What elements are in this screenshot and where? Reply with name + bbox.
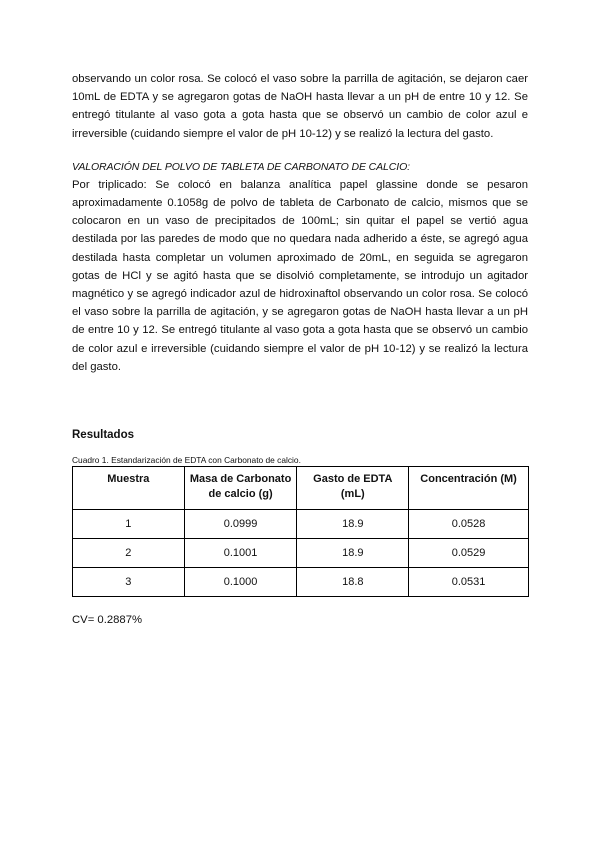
cell-concentracion: 0.0529	[409, 539, 529, 568]
cell-masa: 0.0999	[184, 510, 297, 539]
cell-concentracion: 0.0528	[409, 510, 529, 539]
cell-concentracion: 0.0531	[409, 568, 529, 597]
table-caption: Cuadro 1. Estandarización de EDTA con Carbonato de calcio.	[72, 455, 301, 466]
table-row	[73, 568, 529, 597]
cell-muestra: 2	[73, 539, 185, 568]
cell-gasto: 18.9	[297, 510, 409, 539]
document-page	[72, 70, 528, 629]
header-concentracion: Concentración (M)	[409, 467, 529, 510]
paragraph-tablet-procedure: Por triplicado: Se colocó en balanza analítica papel glassine donde se pesaron aproximadamente 0.1058g de polvo de tableta de Carbonato de calcio, mismos que se colocaron en un vaso de precipitados de 100mL; sin quitar el papel se vertió agua destilada por las paredes de modo que no quedara nada adherido a éste, se agregó agua destilada hasta completar un volumen aproximado de 20mL, en seguida se agregaron gotas de HCl y se agitó hasta que se disolvió completamente, se introdujo un agitador magnético y se agregó indicador azul de hidroxinaftol observando un color rosa. Se colocó el vaso sobre la parrilla de agitación, y se agregaron gotas de NaOH hasta llevar a un pH de entre 10 y 12. Se entregó titulante al vaso gota a gota hasta que se observó un cambio de color azul e irreversible (cuidando siempre el valor de pH 10-12) y se realizó la lectura del gasto.	[72, 178, 528, 373]
results-heading: Resultados	[72, 429, 134, 442]
cell-gasto: 18.9	[297, 539, 409, 568]
header-muestra: Muestra	[73, 467, 185, 510]
cell-muestra: 1	[73, 510, 185, 539]
coefficient-of-variation: CV= 0.2887%	[72, 614, 143, 627]
cell-masa: 0.1001	[184, 539, 297, 568]
table-row	[73, 510, 529, 539]
table-header-row	[73, 467, 529, 510]
paragraph-procedure-end: observando un color rosa. Se colocó el vaso sobre la parrilla de agitación, se dejaron caer 10mL de EDTA y se agregaron gotas de NaOH hasta llevar a un pH de entre 10 y 12. Se entregó titulante al vaso gota a gota hasta que se observó un cambio de color azul e irreversible (cuidando siempre el valor de pH 10-12) y se realizó la lectura del gasto.	[72, 73, 528, 140]
results-table	[72, 466, 529, 597]
cell-gasto: 18.8	[297, 568, 409, 597]
header-gasto: Gasto de EDTA (mL)	[297, 467, 409, 510]
section-title-tablet-titration: VALORACIÓN DEL POLVO DE TABLETA DE CARBONATO DE CALCIO:	[72, 160, 410, 173]
cell-muestra: 3	[73, 568, 185, 597]
cell-masa: 0.1000	[184, 568, 297, 597]
header-masa: Masa de Carbonato de calcio (g)	[184, 467, 297, 510]
table-row	[73, 539, 529, 568]
